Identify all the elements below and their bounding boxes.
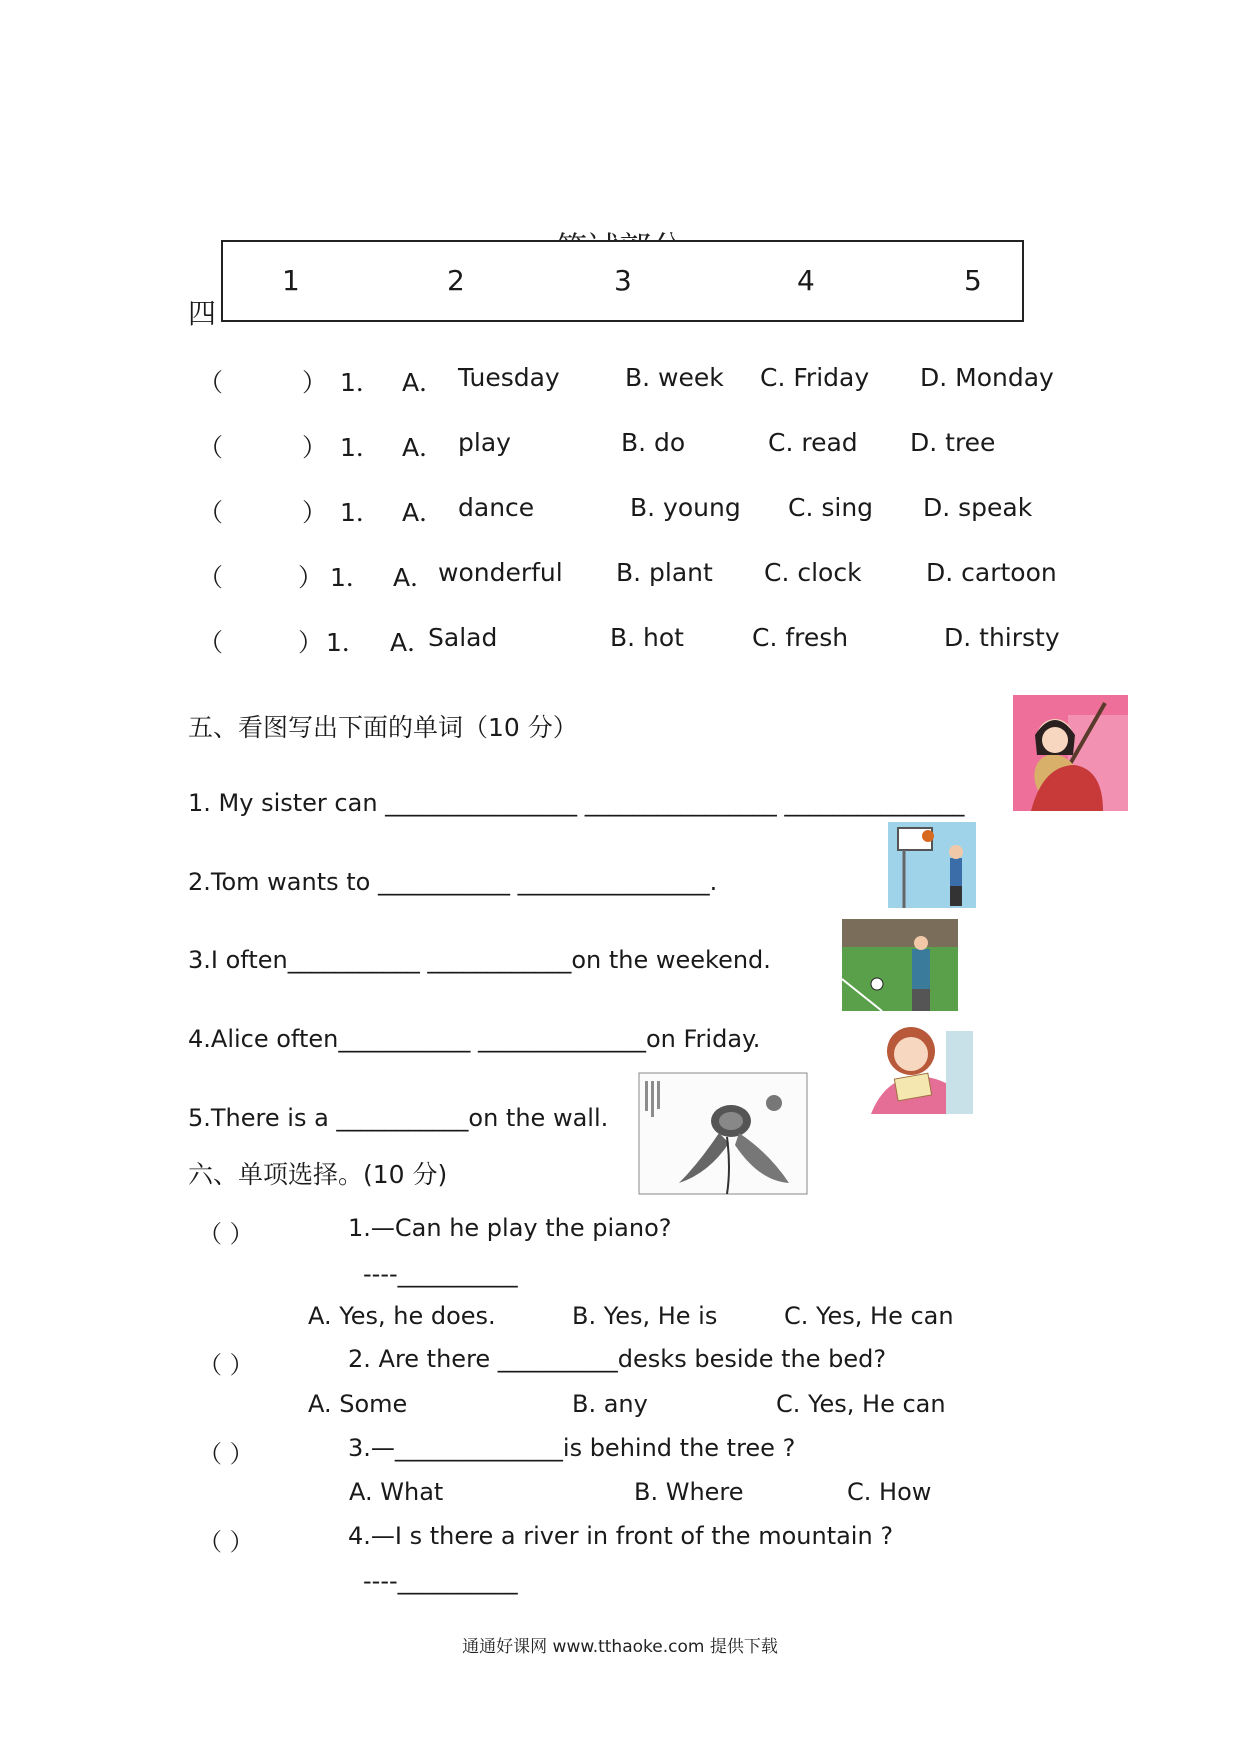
- question-text: 3.—______________is behind the tree ?: [348, 1434, 796, 1462]
- option-b: B. do: [621, 428, 686, 457]
- box-number: 5: [964, 264, 982, 297]
- paren-left: （: [198, 368, 224, 397]
- footer-source: 通通好课网 www.tthaoke.com 提供下载: [462, 1637, 778, 1657]
- option-d: D. cartoon: [926, 558, 1057, 587]
- option-d: D. speak: [923, 493, 1033, 522]
- option-a: play: [458, 428, 511, 457]
- fill-in-item: 1. My sister can ________________ ________________ _______________: [188, 789, 965, 817]
- option-b: B. week: [625, 363, 724, 392]
- option-a-letter: A．: [390, 628, 433, 657]
- flower-painting-picture: [639, 1073, 807, 1194]
- option-c: C. Yes, He can: [776, 1390, 946, 1418]
- option-c: C. clock: [764, 558, 862, 587]
- option-c: C. sing: [788, 493, 874, 522]
- option-d: D. tree: [910, 428, 996, 457]
- girl-reading-comics-picture: [866, 1021, 973, 1114]
- option-a: dance: [458, 493, 535, 522]
- option-a-letter: A．: [393, 563, 436, 592]
- question-text: 2. Are there __________desks beside the bed?: [348, 1345, 887, 1373]
- option-b: B. any: [572, 1390, 648, 1418]
- option-b: B. Yes, He is: [572, 1302, 718, 1330]
- box-number: 4: [797, 264, 815, 297]
- option-a-letter: A．: [402, 433, 445, 462]
- paren-right: ）: [302, 368, 328, 397]
- option-a: Tuesday: [458, 363, 560, 392]
- fill-in-item: 3.I often___________ ____________on the weekend.: [188, 946, 771, 974]
- option-b: B. hot: [610, 623, 684, 652]
- section5-heading: 五、看图写出下面的单词（10 分）: [188, 713, 578, 742]
- paren-left: （: [198, 433, 224, 462]
- fill-in-item: 4.Alice often___________ ______________on Friday.: [188, 1025, 761, 1053]
- option-c: C. Yes, He can: [784, 1302, 954, 1330]
- paren-left: （: [198, 563, 224, 592]
- question-text: 4.—I s there a river in front of the mountain ?: [348, 1522, 894, 1550]
- box-number: 3: [614, 264, 632, 297]
- question-number: 1．: [340, 368, 381, 397]
- fill-in-item: 5.There is a ___________on the wall.: [188, 1104, 609, 1132]
- question-number: 1．: [340, 433, 381, 462]
- option-a: Salad: [428, 623, 498, 652]
- option-d: D. Monday: [920, 363, 1054, 392]
- option-a-letter: A．: [402, 498, 445, 527]
- option-a: A. What: [349, 1478, 444, 1506]
- option-c: C. How: [847, 1478, 932, 1506]
- option-a: A. Some: [308, 1390, 408, 1418]
- section4-label: 四: [188, 297, 217, 330]
- answer-number-box: [221, 240, 1024, 322]
- girl-playing-pipa-picture: [1013, 695, 1128, 811]
- question-text: 1.—Can he play the piano?: [348, 1214, 672, 1242]
- answer-paren: （ ）: [198, 1528, 254, 1556]
- section6-heading: 六、单项选择。(10 分): [188, 1160, 448, 1189]
- option-a: A. Yes, he does.: [308, 1302, 496, 1330]
- answer-blank: ----__________: [363, 1567, 518, 1595]
- paren-right: ）: [298, 628, 324, 657]
- question-number: 1．: [330, 563, 371, 592]
- option-c: C. Friday: [760, 363, 870, 392]
- option-a-letter: A．: [402, 368, 445, 397]
- father-son-soccer-picture: [842, 919, 958, 1011]
- answer-blank: ----__________: [363, 1260, 518, 1288]
- question-number: 1．: [326, 628, 367, 657]
- answer-paren: （ ）: [198, 1220, 254, 1248]
- option-c: C. read: [768, 428, 858, 457]
- paren-left: （: [198, 628, 224, 657]
- option-c: C. fresh: [752, 623, 849, 652]
- fill-in-item: 2.Tom wants to ___________ ________________.: [188, 868, 718, 896]
- box-number: 1: [282, 264, 300, 297]
- boy-playing-basketball-picture: [888, 822, 976, 908]
- paren-right: ）: [302, 498, 328, 527]
- box-number: 2: [447, 264, 465, 297]
- option-b: B. plant: [616, 558, 713, 587]
- answer-paren: （ ）: [198, 1440, 254, 1468]
- option-b: B. young: [630, 493, 741, 522]
- paren-left: （: [198, 498, 224, 527]
- paren-right: ）: [298, 563, 324, 592]
- paren-right: ）: [302, 433, 328, 462]
- question-number: 1．: [340, 498, 381, 527]
- answer-paren: （ ）: [198, 1351, 254, 1379]
- option-b: B. Where: [634, 1478, 744, 1506]
- option-d: D. thirsty: [944, 623, 1060, 652]
- option-a: wonderful: [438, 558, 563, 587]
